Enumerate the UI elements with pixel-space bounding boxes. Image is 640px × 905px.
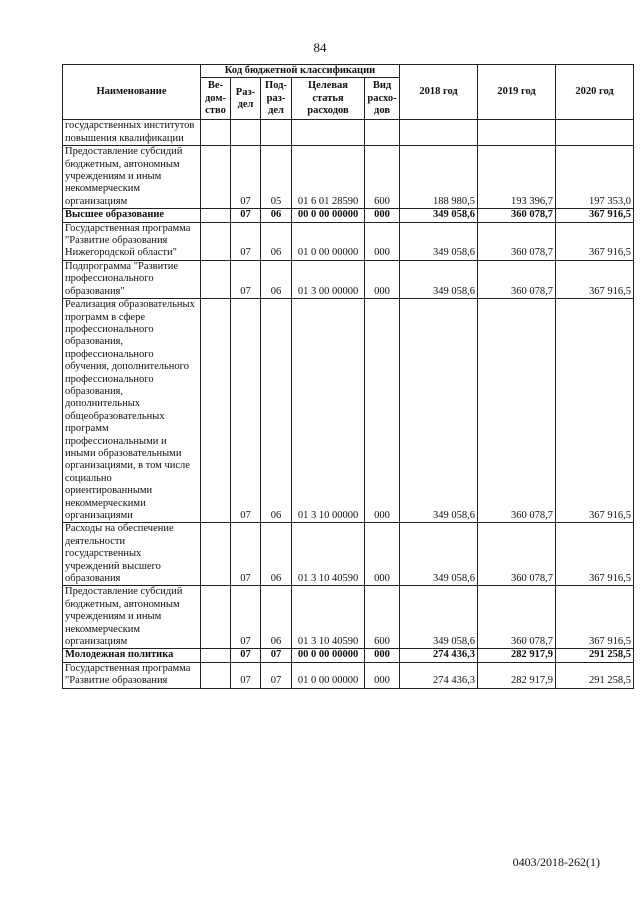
table-row <box>63 649 634 662</box>
header-2019: 2019 год <box>478 65 556 120</box>
row-vid-raskhodov: 600 <box>365 586 400 649</box>
row-razdel: 07 <box>231 260 261 298</box>
row-2020: 197 353,0 <box>556 146 634 209</box>
row-razdel <box>231 120 261 146</box>
row-2020: 367 916,5 <box>556 209 634 222</box>
row-2019: 193 396,7 <box>478 146 556 209</box>
row-name: Высшее образование <box>63 209 201 222</box>
table-row <box>63 586 634 649</box>
row-2019: 360 078,7 <box>478 586 556 649</box>
row-razdel: 07 <box>231 662 261 688</box>
row-2018: 274 436,3 <box>400 649 478 662</box>
document-code: 0403/2018-262(1) <box>512 855 600 869</box>
table-row <box>63 260 634 298</box>
row-name: Реализация образовательных программ в сфере профессионального образования, профессионального обучения, дополнительного профессионального образования, дополнительных общеобразовательных программ профессиональными и иными образовательными организациями, в том числе социально ориентированными некоммерческими организациями <box>63 299 201 523</box>
row-name: Государственная программа "Развитие образования Нижегородской области" <box>63 222 201 260</box>
table-row <box>63 662 634 688</box>
row-tselevaya-statya: 00 0 00 00000 <box>292 209 365 222</box>
row-2020: 367 916,5 <box>556 586 634 649</box>
row-vedomstvo <box>201 146 231 209</box>
row-tselevaya-statya: 01 0 00 00000 <box>292 662 365 688</box>
row-vedomstvo <box>201 120 231 146</box>
row-vedomstvo <box>201 209 231 222</box>
row-name: Предоставление субсидий бюджетным, автономным учреждениям и иным некоммерческим организациям <box>63 586 201 649</box>
budget-table <box>62 64 634 689</box>
row-tselevaya-statya: 01 0 00 00000 <box>292 222 365 260</box>
header-classification-group: Код бюджетной классификации <box>201 65 400 78</box>
row-2018 <box>400 120 478 146</box>
header-tselevaya-statya: Целевая статья расходов <box>292 78 365 120</box>
row-2020: 291 258,5 <box>556 662 634 688</box>
row-podrazdel: 06 <box>261 222 292 260</box>
row-razdel: 07 <box>231 649 261 662</box>
row-tselevaya-statya: 01 3 00 00000 <box>292 260 365 298</box>
row-2019: 360 078,7 <box>478 299 556 523</box>
row-tselevaya-statya: 01 3 10 00000 <box>292 299 365 523</box>
row-vedomstvo <box>201 662 231 688</box>
table-row <box>63 222 634 260</box>
row-tselevaya-statya: 01 6 01 28590 <box>292 146 365 209</box>
row-name: Подпрограмма "Развитие профессионального образования" <box>63 260 201 298</box>
row-2018: 188 980,5 <box>400 146 478 209</box>
row-podrazdel: 06 <box>261 299 292 523</box>
row-2018: 349 058,6 <box>400 299 478 523</box>
table-row <box>63 146 634 209</box>
header-2018: 2018 год <box>400 65 478 120</box>
row-2019: 282 917,9 <box>478 662 556 688</box>
header-vedomstvo: Ве-дом-ство <box>201 78 231 120</box>
row-2018: 349 058,6 <box>400 209 478 222</box>
row-2019 <box>478 120 556 146</box>
row-podrazdel: 07 <box>261 649 292 662</box>
header-2020: 2020 год <box>556 65 634 120</box>
row-vid-raskhodov: 000 <box>365 299 400 523</box>
row-2019: 360 078,7 <box>478 260 556 298</box>
row-podrazdel: 06 <box>261 586 292 649</box>
row-vedomstvo <box>201 260 231 298</box>
row-vid-raskhodov: 000 <box>365 662 400 688</box>
row-2019: 360 078,7 <box>478 209 556 222</box>
row-razdel: 07 <box>231 586 261 649</box>
row-vedomstvo <box>201 523 231 586</box>
table-row <box>63 299 634 523</box>
row-2020: 367 916,5 <box>556 523 634 586</box>
table-row <box>63 209 634 222</box>
row-vedomstvo <box>201 586 231 649</box>
row-vid-raskhodov <box>365 120 400 146</box>
row-2020: 367 916,5 <box>556 299 634 523</box>
row-2019: 282 917,9 <box>478 649 556 662</box>
table-row <box>63 523 634 586</box>
row-podrazdel: 06 <box>261 260 292 298</box>
row-podrazdel: 06 <box>261 523 292 586</box>
row-razdel: 07 <box>231 299 261 523</box>
header-name: Наименование <box>63 65 201 120</box>
row-vid-raskhodov: 000 <box>365 222 400 260</box>
row-podrazdel <box>261 120 292 146</box>
row-podrazdel: 06 <box>261 209 292 222</box>
row-razdel: 07 <box>231 146 261 209</box>
row-razdel: 07 <box>231 523 261 586</box>
row-2019: 360 078,7 <box>478 523 556 586</box>
row-2020: 367 916,5 <box>556 260 634 298</box>
row-vid-raskhodov: 000 <box>365 260 400 298</box>
row-name: государственных институтов повышения квалификации <box>63 120 201 146</box>
row-name: Государственная программа "Развитие образования <box>63 662 201 688</box>
row-vedomstvo <box>201 299 231 523</box>
row-vid-raskhodov: 000 <box>365 209 400 222</box>
row-2018: 349 058,6 <box>400 260 478 298</box>
row-tselevaya-statya: 01 3 10 40590 <box>292 523 365 586</box>
row-razdel: 07 <box>231 209 261 222</box>
row-vid-raskhodov: 000 <box>365 523 400 586</box>
row-tselevaya-statya <box>292 120 365 146</box>
header-razdel: Раз-дел <box>231 78 261 120</box>
page-number: 84 <box>313 40 327 55</box>
row-2020: 291 258,5 <box>556 649 634 662</box>
row-name: Молодежная политика <box>63 649 201 662</box>
header-podrazdel: Под-раз-дел <box>261 78 292 120</box>
row-2018: 349 058,6 <box>400 222 478 260</box>
row-2020: 367 916,5 <box>556 222 634 260</box>
row-2018: 349 058,6 <box>400 523 478 586</box>
row-vid-raskhodov: 000 <box>365 649 400 662</box>
row-2019: 360 078,7 <box>478 222 556 260</box>
row-vedomstvo <box>201 649 231 662</box>
row-2020 <box>556 120 634 146</box>
row-razdel: 07 <box>231 222 261 260</box>
header-vid-raskhodov: Вид расхо-дов <box>365 78 400 120</box>
row-2018: 274 436,3 <box>400 662 478 688</box>
row-name: Расходы на обеспечение деятельности государственных учреждений высшего образования <box>63 523 201 586</box>
row-podrazdel: 05 <box>261 146 292 209</box>
row-vid-raskhodov: 600 <box>365 146 400 209</box>
row-2018: 349 058,6 <box>400 586 478 649</box>
row-tselevaya-statya: 00 0 00 00000 <box>292 649 365 662</box>
table-row <box>63 120 634 146</box>
row-name: Предоставление субсидий бюджетным, автономным учреждениям и иным некоммерческим организациям <box>63 146 201 209</box>
row-podrazdel: 07 <box>261 662 292 688</box>
row-tselevaya-statya: 01 3 10 40590 <box>292 586 365 649</box>
row-vedomstvo <box>201 222 231 260</box>
